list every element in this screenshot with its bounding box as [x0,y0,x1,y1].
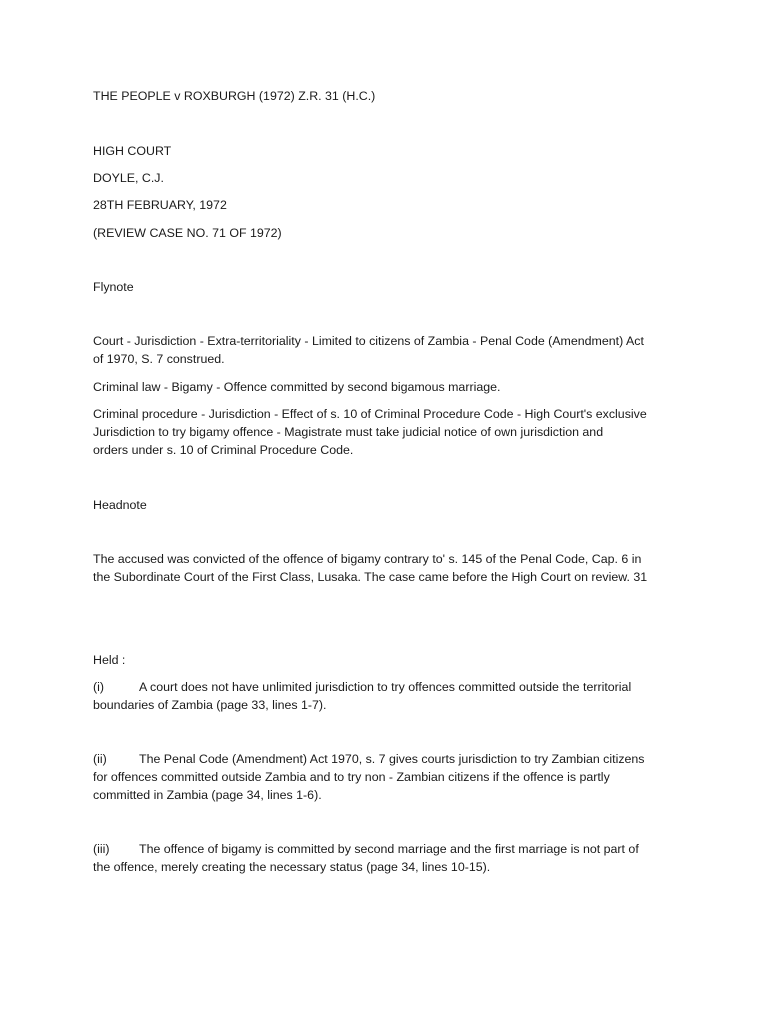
flynote-paragraph-1 [93,332,683,368]
court-name: HIGH COURT [93,144,172,158]
case-title: THE PEOPLE v ROXBURGH (1972) Z.R. 31 (H.C.) [93,89,376,103]
held-item-line [93,840,683,858]
held-item-iii [93,840,683,876]
held-item-line [93,678,683,696]
flynote-p3-line: Jurisdiction to try bigamy offence - Magistrate must take judicial notice of own jurisdiction and [93,425,604,439]
held-item-number: (iii) [93,842,110,856]
held-item-line: committed in Zambia (page 34, lines 1-6). [93,788,322,802]
flynote-paragraph-2: Criminal law - Bigamy - Offence committed by second bigamous marriage. [93,380,501,394]
flynote-heading: Flynote [93,280,134,294]
flynote-p1-line: Court - Jurisdiction - Extra-territoriality - Limited to citizens of Zambia - Penal Code (Amendment) Act [93,334,644,348]
headnote-line: the Subordinate Court of the First Class, Lusaka. The case came before the High Court on review. 31 [93,570,648,584]
held-heading: Held : [93,653,126,667]
headnote-line: The accused was convicted of the offence of bigamy contrary to' s. 145 of the Penal Code, Cap. 6 in [93,552,642,566]
headnote-heading: Headnote [93,498,147,512]
flynote-paragraph-3 [93,405,683,459]
held-item-line: for offences committed outside Zambia and to try non - Zambian citizens if the offence is partly [93,770,610,784]
headnote-paragraph [93,550,683,586]
case-number: (REVIEW CASE NO. 71 OF 1972) [93,226,282,240]
judge-name: DOYLE, C.J. [93,171,164,185]
held-item-i [93,678,683,714]
held-item-line: boundaries of Zambia (page 33, lines 1-7). [93,698,327,712]
judgment-date: 28TH FEBRUARY, 1972 [93,198,227,212]
held-item-text: The offence of bigamy is committed by second marriage and the first marriage is not part of [139,842,639,856]
flynote-p3-line: Criminal procedure - Jurisdiction - Effect of s. 10 of Criminal Procedure Code - High Court's exclusive [93,407,647,421]
held-item-text: A court does not have unlimited jurisdiction to try offences committed outside the territorial [139,680,632,694]
held-item-number: (ii) [93,752,107,766]
held-item-text: The Penal Code (Amendment) Act 1970, s. 7 gives courts jurisdiction to try Zambian citizens [139,752,645,766]
flynote-p3-line: orders under s. 10 of Criminal Procedure Code. [93,443,354,457]
held-item-line [93,750,683,768]
held-item-line: the offence, merely creating the necessary status (page 34, lines 10-15). [93,860,491,874]
held-item-ii [93,750,683,804]
flynote-p1-line: of 1970, S. 7 construed. [93,352,225,366]
held-item-number: (i) [93,680,105,694]
